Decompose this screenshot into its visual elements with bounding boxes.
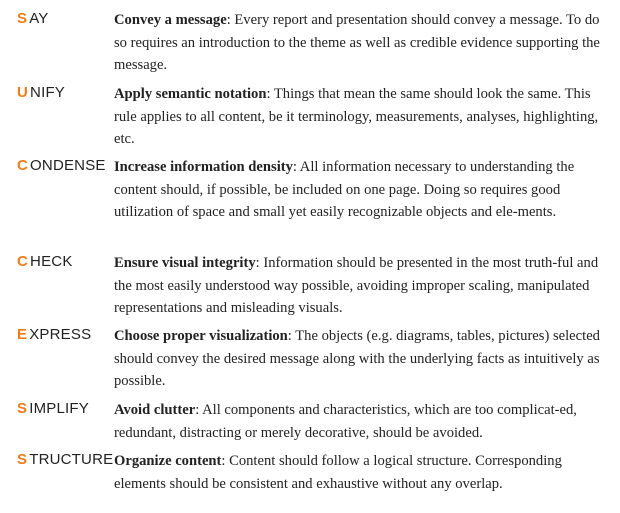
rule-description xyxy=(114,83,612,151)
rule-label xyxy=(17,399,89,419)
rule-description xyxy=(114,399,612,444)
rule-initial-letter: S xyxy=(17,10,28,27)
rule-initial-letter: E xyxy=(17,326,28,343)
rule-initial-letter: S xyxy=(17,451,28,468)
rule-label-rest: NIFY xyxy=(30,84,66,101)
rule-body: : Every report and presentation should convey a message. To do so requires an introduction to the theme as well as credible evidence supporting the message. xyxy=(114,12,600,74)
rule-initial-letter: C xyxy=(17,157,29,174)
rule-label-rest: ONDENSE xyxy=(30,157,106,174)
rule-body: : Things that mean the same should look the same. This rule applies to all content, be it terminology, measurements, analyses, highlighting, etc. xyxy=(114,86,599,148)
rule-label-rest: IMPLIFY xyxy=(29,400,89,417)
rule-description xyxy=(114,325,612,393)
rule-label xyxy=(17,9,49,29)
rule-body: : Information should be presented in the most truth-ful and the most easily understood way possible, avoiding improper scaling, manipulated representations and misleading visuals. xyxy=(114,255,599,317)
rule-heading: Apply semantic notation xyxy=(114,86,267,102)
rule-body: : Content should follow a logical structure. Corresponding elements should be consistent and exhaustive without any overlap. xyxy=(114,453,562,492)
rule-description xyxy=(114,252,612,320)
rule-initial-letter: S xyxy=(17,400,28,417)
rule-label-rest: HECK xyxy=(30,253,73,270)
rule-label-rest: TRUCTURE xyxy=(29,451,114,468)
rule-body: : The objects (e.g. diagrams, tables, pictures) selected should convey the desired message along with the underlying facts as intuitively as possible. xyxy=(114,328,600,390)
rule-heading: Organize content xyxy=(114,453,222,469)
rule-heading: Convey a message xyxy=(114,12,227,28)
rule-label xyxy=(17,156,106,176)
rule-label xyxy=(17,83,65,103)
rule-heading: Avoid clutter xyxy=(114,402,196,418)
rule-description xyxy=(114,450,612,495)
rule-heading: Increase information density xyxy=(114,159,293,175)
rule-heading: Choose proper visualization xyxy=(114,328,288,344)
rule-label xyxy=(17,325,91,345)
rule-heading: Ensure visual integrity xyxy=(114,255,256,271)
rule-initial-letter: U xyxy=(17,84,29,101)
rule-description xyxy=(114,156,612,224)
rule-initial-letter: C xyxy=(17,253,29,270)
rule-label-rest: XPRESS xyxy=(29,326,92,343)
rule-body: : All information necessary to understanding the content should, if possible, be included on one page. Doing so requires good utilization of space and small yet easily recognizable objects and ele-ments. xyxy=(114,159,575,221)
rule-description xyxy=(114,9,612,77)
rule-label xyxy=(17,252,73,272)
rule-body: : All components and characteristics, which are too complicat-ed, redundant, distracting or merely decorative, should be avoided. xyxy=(114,402,577,441)
rule-label xyxy=(17,450,113,470)
rule-label-rest: AY xyxy=(29,10,49,27)
